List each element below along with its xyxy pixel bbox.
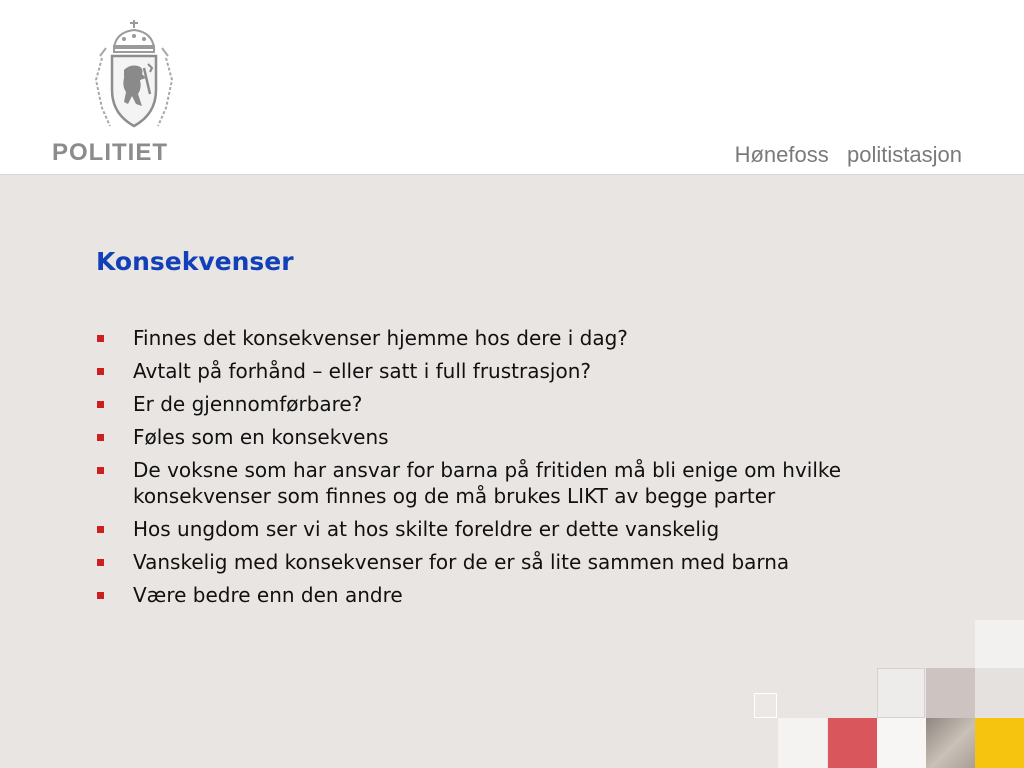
deco-tile xyxy=(754,693,777,718)
bullet-item xyxy=(96,582,966,608)
deco-tile-photo xyxy=(926,718,975,768)
bullet-text: Er de gjennomførbare? xyxy=(133,392,363,416)
deco-tile xyxy=(778,718,827,768)
bullet-item xyxy=(96,549,966,575)
bullet-item xyxy=(96,424,966,450)
bullet-item xyxy=(96,391,966,417)
deco-tile-yellow xyxy=(975,718,1024,768)
brand-wordmark: POLITIET xyxy=(52,139,168,166)
bullet-item xyxy=(96,358,966,384)
deco-tile xyxy=(877,718,926,768)
deco-tile-red xyxy=(828,718,877,768)
slide-title: Konsekvenser xyxy=(96,247,294,276)
bullet-item xyxy=(96,516,966,542)
bullet-item xyxy=(96,457,966,509)
bullet-text: Hos ungdom ser vi at hos skilte foreldre er dette vanskelig xyxy=(133,517,720,541)
deco-tile xyxy=(975,620,1024,668)
bullet-text: Avtalt på forhånd – eller satt i full frustrasjon? xyxy=(133,359,591,383)
bullet-marker xyxy=(97,401,104,408)
police-crest-icon xyxy=(84,18,184,138)
bullet-text: De voksne som har ansvar for barna på fritiden må bli enige om hvilke konsekvenser som finnes og de må brukes LIKT av begge parter xyxy=(133,458,842,508)
header xyxy=(0,0,1024,175)
bullet-marker xyxy=(97,467,104,474)
slide-content xyxy=(0,175,1024,768)
deco-tile xyxy=(975,668,1024,718)
bullet-text: Finnes det konsekvenser hjemme hos dere i dag? xyxy=(133,326,628,350)
deco-tile xyxy=(926,668,975,718)
bullet-text: Være bedre enn den andre xyxy=(133,583,403,607)
bullet-marker xyxy=(97,592,104,599)
bullet-marker xyxy=(97,368,104,375)
bullet-text: Føles som en konsekvens xyxy=(133,425,389,449)
bullet-list xyxy=(96,325,966,615)
bullet-text: Vanskelig med konsekvenser for de er så lite sammen med barna xyxy=(133,550,790,574)
bullet-marker xyxy=(97,559,104,566)
bullet-marker xyxy=(97,335,104,342)
station-name: Hønefoss politistasjon xyxy=(734,142,962,167)
deco-tile xyxy=(877,668,925,718)
bullet-marker xyxy=(97,434,104,441)
bullet-item xyxy=(96,325,966,351)
bullet-marker xyxy=(97,526,104,533)
